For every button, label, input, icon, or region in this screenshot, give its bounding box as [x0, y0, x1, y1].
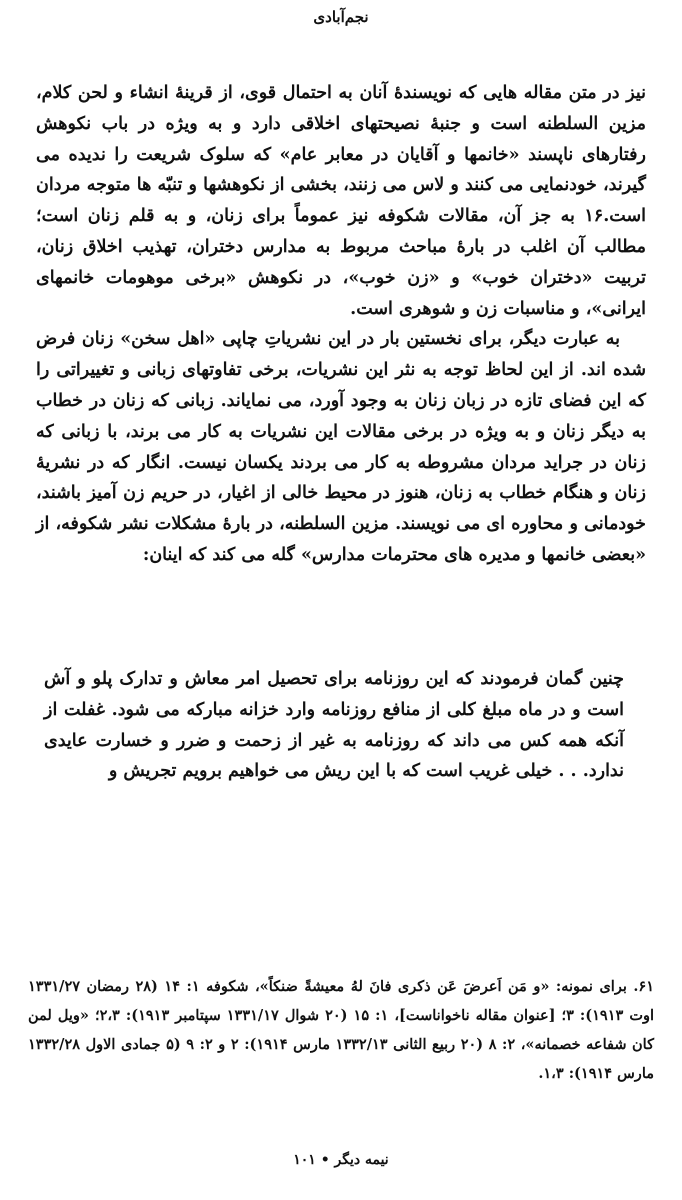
paragraph-1: نیز در متن مقاله هایی که نویسندهٔ آنان به احتمال قوی، از قرینهٔ انشاء و لحن کلام، مزین السلطنه است و جنبهٔ نصیحتهای اخلاقی دارد و به ویژه در باب نکوهش رفتارهای ناپسند «خانمها و آقایان در معابر عام» که سلوک شریعت را ندیده می گیرند، خودنمایی می کنند و لاس می زنند، بخشی از نکوهشها و تنبّه ها متوجه مردان است.۱۶ به جز آن، مقالات شکوفه نیز عموماً برای زنان، و به قلم زنان است؛ مطالب آن اغلب در بارهٔ مباحث مربوط به مدارس دختران، تهذیب اخلاق زنان، تربیت «دختران خوب» و «زن خوب»، در نکوهش «برخی موهومات خانمهای ایرانی»، و مناسبات زن و شوهری است.: [36, 83, 646, 319]
main-body-text: [36, 78, 646, 571]
block-quote-text: چنین گمان فرمودند که این روزنامه برای تحصیل امر معاش و تدارک پلو و آش است و در ماه مبلغ کلی از منافع روزنامه وارد خزانه مبارکه می شود. غفلت از آنکه همه کس می داند که روزنامه به غیر از زحمت و ضرر و خسارت عایدی ندارد. . . خیلی غریب است که با این ریش می خواهیم برویم تجریش و: [44, 669, 624, 782]
page-footer: نیمه دیگر • ۱۰۱: [293, 1152, 389, 1168]
paragraph-2: به عبارت دیگر، برای نخستین بار در این نشریاتِ چاپی «اهل سخن» زنان فرض شده اند. از این لحاظ توجه به نثر این نشریات، برخی تفاوتهای زبانی و تغییراتی را که این فضای تازه در زبان زنان به وجود آورد، می نمایاند. زبانی که زنان در خطاب به دیگر زنان و به ویژه در برخی مقالات این نشریات به کار می برند، با زبانی که زنان در جراید مردان مشروطه به کار می بردند یکسان نیست. انگار که در نشریهٔ زنان و هنگام خطاب به زنان، هنوز در محیط خالی از اغیار، در حریم زن آمیز باشند، خودمانی و محاوره ای می نویسند. مزین السلطنه، در بارهٔ مشکلات نشر شکوفه، از «بعضی خانمها و مدیره های محترمات مدارس» گله می کند که اینان:: [36, 329, 646, 565]
footnote: [28, 972, 654, 1088]
footnote-text: ۶۱. برای نمونه: «و مَن اَعرضَ عَن ذکری فانَ لهُ معیشةً ضنکاً»، شکوفه ۱: ۱۴ (۲۸ رمضان ۱۳۳۱/۲۷ اوت ۱۹۱۳): ۳؛ [عنوان مقاله ناخواناست]، ۱: ۱۵ (۲۰ شوال ۱۳۳۱/۱۷ سپتامبر ۱۹۱۳): ۲،۳؛ «ویل لمن کان شفاعه خصمانه»، ۲: ۸ (۲۰ ربیع الثانی ۱۳۳۲/۱۳ مارس ۱۹۱۴): ۲ و ۲: ۹ (۵ جمادی الاول ۱۳۳۲/۲۸ مارس ۱۹۱۴): ۱،۳.: [28, 978, 655, 1082]
block-quote: [44, 664, 624, 787]
running-header: نجم‌آبادی: [313, 8, 369, 26]
